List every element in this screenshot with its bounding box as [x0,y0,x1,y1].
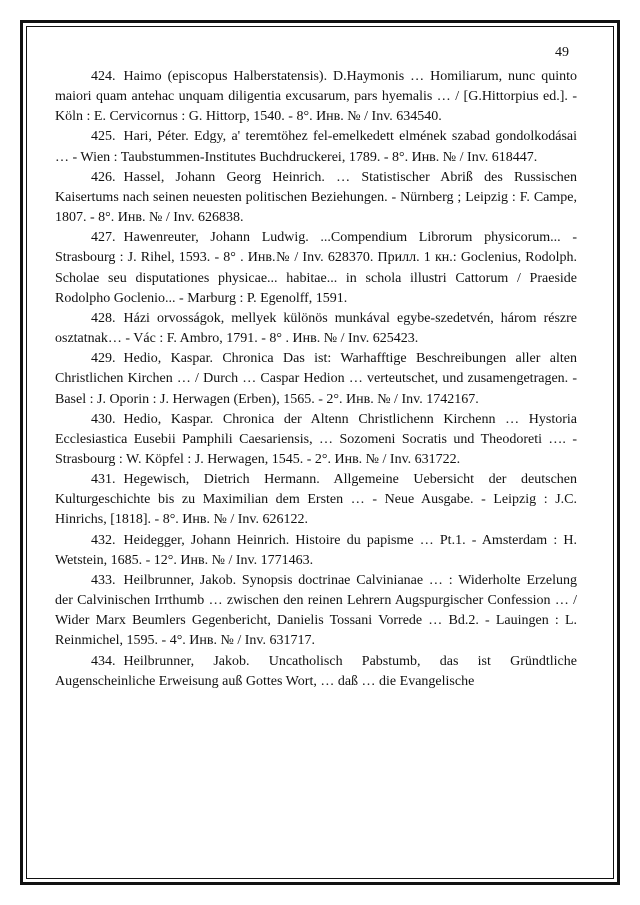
entry-text: Hedio, Kaspar. Chronica der Altenn Christlichenn Kirchenn … Hystoria Ecclesiastica Eusebii Pamphili Caesariensis, … Sozomeni Socratis und Theodoreti …. - Strasbourg : W. Köpfel : J. Herwagen, 1545. - 2°. Инв. № / Inv. 631722. [55,411,577,467]
page-number: 49 [555,45,569,60]
entry-number: 424. [91,69,116,84]
entry-number: 426. [91,169,116,185]
entry-number: 434. [91,653,116,669]
bibliography-entry [55,127,577,167]
bibliography-entry [55,470,577,530]
entry-number: 429. [91,351,116,367]
entry-text: Heilbrunner, Jakob. Synopsis doctrinae Calvinianae … : Widerholte Erzelung der Calvinischen Irrthumb … zwischen den reinen Lehrern Augspurgischer Confession … / Wider Marx Beumlers Gegenbericht, Danielis Tossani Vorrede … Bd.2. - Lauingen : L. Reinmichel, 1595. - 4°. Инв. № / Inv. 631717. [55,572,577,649]
entry-text: Heidegger, Johann Heinrich. Histoire du papisme … Pt.1. - Amsterdam : H. Wetstein, 1685. - 12°. Инв. № / Inv. 1771463. [55,532,577,568]
bibliography-entry [55,67,577,127]
entry-text: Házi orvosságok, mellyek különös munkával egybe-szedetvén, három részre osztatnak… - Vác : F. Ambro, 1791. - 8° . Инв. № / Inv. 625423. [55,310,577,347]
entry-text: Hassel, Johann Georg Heinrich. … Statistischer Abriß des Russischen Kaisertums nach seinen neuesten politischen Beziehungen. - Nürnberg ; Leipzig : F. Campe, 1807. - 8°. Инв. № / Inv. 626838. [55,169,577,226]
bibliography-entry [55,410,577,470]
bibliography-list [55,67,577,692]
entry-number: 430. [91,411,116,427]
entry-text: Haimo (episcopus Halberstatensis). D.Haymonis … Homiliarum, nunc quinto maiori quam antehac unquam diligentia excusarum, pars hyemalis … / [G.Hittorpius ed.]. - Köln : E. Cervicornus : G. Hittorp, 1540. - 8°. Инв. № / Inv. 634540. [55,69,577,125]
entry-text: Hegewisch, Dietrich Hermann. Allgemeine Uebersicht der deutschen Kulturgeschichte bis zu Maximilian dem Ersten … - Neue Ausgabe. - Leipzig : J.C. Hinrichs, [1818]. - 8°. Инв. № / Inv. 626122. [55,472,577,528]
entry-text: Hedio, Kaspar. Chronica Das ist: Warhafftige Beschreibungen aller alten Christlichen Kirchen … / Durch … Caspar Hedion … verteutschet, und zusamengetragen. - Basel : J. Oporin : J. Herwagen (Erben), 1565. - 2°. Инв. № / Inv. 1742167. [55,351,577,407]
entry-number: 432. [91,532,116,548]
entry-text: Heilbrunner, Jakob. Uncatholisch Pabstumb, das ist Gründtliche Augenscheinliche Erweisung auß Gottes Wort, … daß … die Evangelische [55,653,577,689]
bibliography-entry [55,309,577,349]
bibliography-entry [55,531,577,571]
bibliography-entry [55,349,577,409]
entry-number: 433. [91,572,116,588]
entry-text: Hawenreuter, Johann Ludwig. ...Compendium Librorum physicorum... - Strasbourg : J. Rihel, 1593. - 8° . Инв.№ / Inv. 628370. Прилл. 1 кн.: Goclenius, Rodolph. Scholae seu disputationes physicae... habitae... in schola illustri Cattorum / Praeside Rodolpho Goclenio... - Marburg : P. Egenolff, 1591. [55,230,577,306]
entry-number: 428. [91,310,116,326]
bibliography-entry [55,571,577,652]
entry-text: Hari, Péter. Edgy, a' teremtöhez fel-emelkedett elmének szabad gondolkodásai … - Wien : Taubstummen-Institutes Buchdruckerei, 1789. - 8°. Инв. № / Inv. 618447. [55,129,577,165]
entry-number: 427. [91,230,116,246]
entry-number: 431. [91,472,116,488]
bibliography-entry [55,168,577,228]
entry-number: 425. [91,129,116,145]
bibliography-entry [55,652,577,692]
bibliography-entry [55,228,577,309]
